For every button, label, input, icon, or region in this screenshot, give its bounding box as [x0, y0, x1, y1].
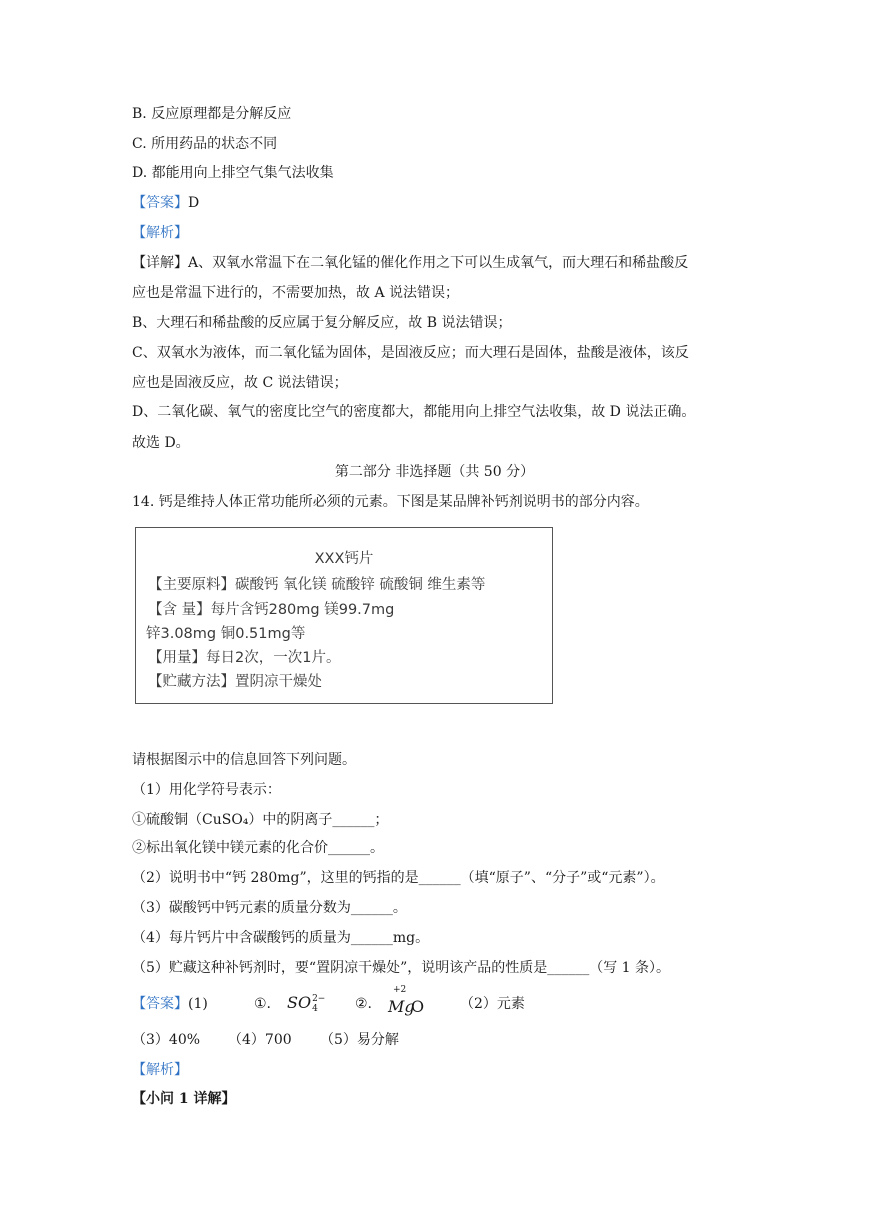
mg-symbol: Mg	[388, 997, 415, 1016]
answer-part-2: （2）元素	[460, 996, 525, 1012]
question-3: （3）碳酸钙中钙元素的质量分数为______。	[132, 900, 407, 916]
answer-part-3: （3）40%	[132, 1032, 201, 1048]
label-ingredients: 【主要原料】碳酸钙 氧化镁 硫酸锌 硫酸铜 维生素等	[148, 577, 486, 593]
answer-1a-num: ①.	[254, 996, 272, 1012]
detail-line-5: 应也是固液反应，故 C 说法错误；	[132, 375, 348, 391]
option-c: C. 所用药品的状态不同	[132, 136, 278, 152]
answer-tag: 【答案】	[132, 195, 188, 211]
label-content-cont: 锌3.08mg 铜0.51mg等	[146, 626, 306, 642]
label-content: 【含 量】每片含钙280mg 镁99.7mg	[148, 602, 395, 618]
question-1a: ①硫酸铜（CuSO₄）中的阴离子______；	[132, 812, 389, 828]
question-4: （4）每片钙片中含碳酸钙的质量为______mg。	[132, 930, 430, 946]
detail-line-3: B、大理石和稀盐酸的反应属于复分解反应，故 B 说法错误；	[132, 315, 512, 331]
answer-tag-2: 【答案】	[132, 996, 188, 1012]
label-dosage: 【用量】每日2次，一次1片。	[148, 650, 341, 666]
answer-part-5: （5）易分解	[320, 1032, 399, 1048]
detail-line-2: 应也是常温下进行的，不需要加热，故 A 说法错误；	[132, 285, 460, 301]
label-title: XXX钙片	[314, 551, 374, 567]
option-d: D. 都能用向上排空气集气法收集	[132, 165, 334, 181]
detail-line-6: D、二氧化碳、氧气的密度比空气的密度都大，都能用向上排空气法收集，故 D 说法正确。	[132, 404, 696, 420]
mg-charge: +2	[393, 985, 407, 995]
question-intro: 请根据图示中的信息回答下列问题。	[132, 752, 356, 768]
question-5: （5）贮藏这种补钙剂时，要“置阴凉干燥处”，说明该产品的性质是______（写 1 条）。	[132, 960, 671, 976]
answer-part-1: (1)	[188, 996, 208, 1012]
option-b: B. 反应原理都是分解反应	[132, 106, 292, 122]
sulfate-subscript: 4	[312, 1003, 318, 1014]
question-1: （1）用化学符号表示：	[132, 782, 281, 798]
analysis-tag-2: 【解析】	[132, 1062, 188, 1078]
section-heading: 第二部分 非选择题（共 50 分）	[334, 464, 535, 480]
answer-line	[132, 193, 199, 213]
sub-question-1-heading: 【小问 1 详解】	[132, 1091, 236, 1107]
question-1b: ②标出氧化镁中镁元素的化合价______。	[132, 840, 384, 856]
question-2: （2）说明书中“钙 280mg”，这里的钙指的是______（填“原子”、“分子”或“元素”）。	[132, 870, 665, 886]
answer-1b-num: ②.	[355, 996, 373, 1012]
detail-text-1: A、双氧水常温下在二氧化锰的催化作用之下可以生成氧气，而大理石和稀盐酸反	[188, 255, 689, 271]
sulfate-formula	[287, 993, 325, 1014]
detail-line-4: C、双氧水为液体，而二氧化锰为固体，是固液反应；而大理石是固体，盐酸是液体，该反	[132, 345, 689, 361]
sulfate-charge: 2−	[312, 993, 326, 1004]
answer-part-4: （4）700	[228, 1032, 292, 1048]
analysis-tag: 【解析】	[132, 225, 188, 241]
sulfate-symbol: SO	[287, 993, 312, 1012]
question-14: 14. 钙是维持人体正常功能所必须的元素。下图是某品牌补钙剂说明书的部分内容。	[132, 494, 649, 510]
detail-line-7: 故选 D。	[132, 435, 190, 451]
label-storage: 【贮藏方法】置阴凉干燥处	[148, 674, 322, 690]
oxygen-symbol: O	[411, 997, 425, 1016]
answer-value: D	[188, 195, 200, 211]
product-label-image	[135, 527, 553, 704]
detail-tag: 【详解】	[132, 255, 188, 271]
detail-line-1	[132, 253, 688, 273]
